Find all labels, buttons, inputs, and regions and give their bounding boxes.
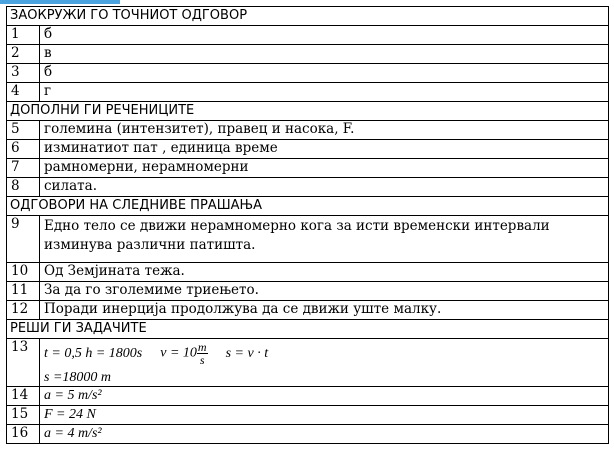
table-row	[7, 140, 609, 159]
answer-line: изминува различни патишта.	[44, 237, 256, 253]
table-row	[7, 301, 609, 320]
section-title: ЗАОКРУЖИ ГО ТОЧНИОТ ОДГОВОР	[7, 7, 609, 26]
answer-text: рамномерни, нерамномерни	[40, 159, 609, 178]
answer-table	[6, 6, 609, 444]
section-header-row	[7, 320, 609, 339]
answer-text	[40, 216, 609, 263]
velocity-unit-fraction	[197, 341, 208, 366]
section-header-row	[7, 102, 609, 121]
row-number: 4	[7, 83, 40, 102]
row-number: 8	[7, 178, 40, 197]
answer-text: F = 24 N	[40, 406, 609, 425]
row-number: 11	[7, 282, 40, 301]
table-row	[7, 339, 609, 387]
row-number: 15	[7, 406, 40, 425]
table-row	[7, 178, 609, 197]
answer-text: Поради инерција продолжува да се движи уште малку.	[40, 301, 609, 320]
table-row	[7, 406, 609, 425]
table-row	[7, 425, 609, 444]
answer-text: силата.	[40, 178, 609, 197]
answer-text: Од Земјината тежа.	[40, 263, 609, 282]
result-equation: s =18000 m	[44, 370, 112, 385]
section-title: ОДГОВОРИ НА СЛЕДНИВЕ ПРАШАЊА	[7, 197, 609, 216]
section-title: РЕШИ ГИ ЗАДАЧИТЕ	[7, 320, 609, 339]
table-row	[7, 83, 609, 102]
answer-text: б	[40, 64, 609, 83]
answer-text: б	[40, 26, 609, 45]
row-number: 14	[7, 387, 40, 406]
row-number: 12	[7, 301, 40, 320]
fraction-denominator: s	[199, 352, 205, 367]
table-row	[7, 121, 609, 140]
velocity-equation	[160, 341, 207, 366]
given-values	[44, 339, 604, 367]
row-number: 5	[7, 121, 40, 140]
row-number: 1	[7, 26, 40, 45]
row-number: 13	[7, 339, 40, 387]
table-row	[7, 26, 609, 45]
row-number: 3	[7, 64, 40, 83]
row-number: 10	[7, 263, 40, 282]
header-accent-bar	[0, 0, 120, 4]
section-title: ДОПОЛНИ ГИ РЕЧЕНИЦИТЕ	[7, 102, 609, 121]
row-number: 2	[7, 45, 40, 64]
table-row	[7, 387, 609, 406]
table-row	[7, 216, 609, 263]
table-row	[7, 159, 609, 178]
row-number: 16	[7, 425, 40, 444]
table-row	[7, 263, 609, 282]
row-number: 6	[7, 140, 40, 159]
answer-text: г	[40, 83, 609, 102]
answer-text: големина (интензитет), правец и насока, F.	[40, 121, 609, 140]
answer-text: a = 4 m/s²	[40, 425, 609, 444]
section-header-row	[7, 197, 609, 216]
answer-text: a = 5 m/s²	[40, 387, 609, 406]
solution-cell	[40, 339, 609, 387]
answer-text: За да го зголемиме триењето.	[40, 282, 609, 301]
row-number: 9	[7, 216, 40, 263]
section-header-row	[7, 7, 609, 26]
distance-formula: s = v · t	[225, 345, 269, 361]
answer-text: в	[40, 45, 609, 64]
time-equation: t = 0,5 h = 1800s	[44, 345, 143, 361]
row-number: 7	[7, 159, 40, 178]
table-row	[7, 282, 609, 301]
velocity-value: v = 10	[160, 345, 197, 361]
table-row	[7, 45, 609, 64]
answer-line: Едно тело се движи нерамномерно кога за исти временски интервали	[44, 218, 550, 234]
fraction-numerator: m	[197, 339, 207, 354]
answer-text: изминатиот пат , единица време	[40, 140, 609, 159]
table-row	[7, 64, 609, 83]
